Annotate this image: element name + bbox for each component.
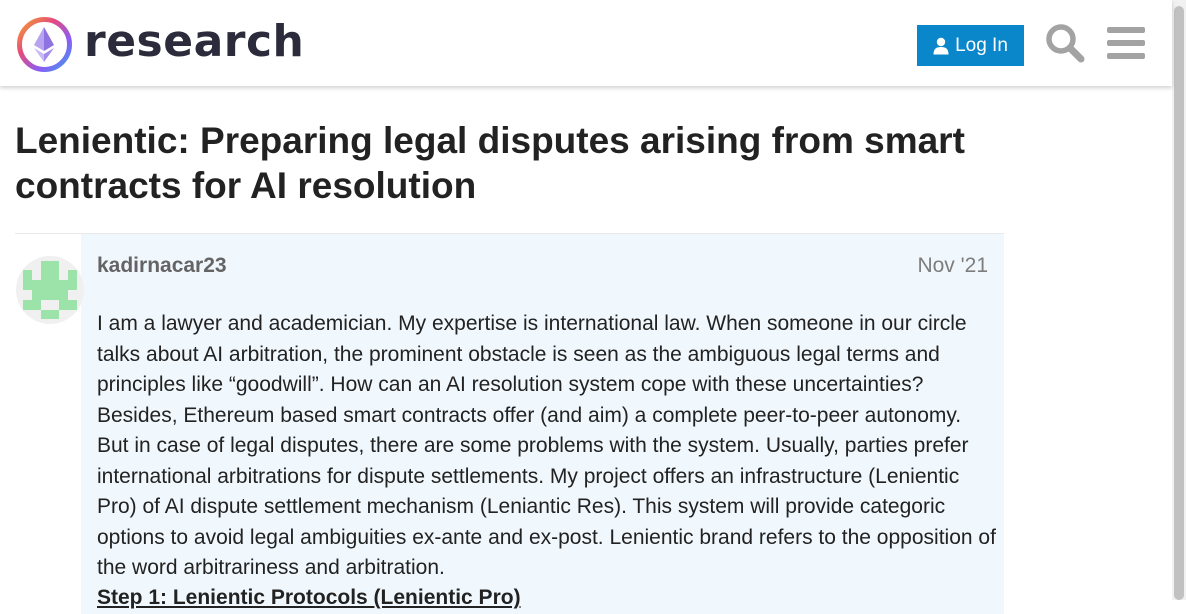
- search-icon[interactable]: [1045, 23, 1085, 63]
- post-date[interactable]: Nov '21: [917, 254, 988, 277]
- site-logo-text[interactable]: research: [84, 16, 305, 67]
- scrollbar-thumb[interactable]: [1174, 6, 1184, 600]
- post-step-heading: Step 1: Lenientic Protocols (Lenientic Pro): [97, 586, 521, 609]
- page-scrollbar[interactable]: [1172, 0, 1186, 600]
- hamburger-menu-icon[interactable]: [1107, 26, 1145, 60]
- login-button[interactable]: [917, 25, 1024, 66]
- post-content: I am a lawyer and academician. My expertise is international law. When someone in our circle talks about AI arbitration, the prominent obstacle is seen as the ambiguous legal terms and principles like “goodwill”. How can an AI resolution system cope with these uncertainties? Besides, Ethereum based smart contracts offer (and aim) a complete peer-to-peer autonomy. But in case of legal disputes, there are some problems with the system. Usually, parties prefer international arbitrations for dispute settlements. My project offers an infrastructure (Lenientic Pro) of AI dispute settlement mechanism (Leniantic Res). This system will provide categoric options to avoid legal ambiguities ex-ante and ex-post. Lenientic brand refers to the opposition of the word arbitrariness and arbitration.: [97, 312, 996, 579]
- ethereum-research-logo-icon: [16, 16, 73, 73]
- user-icon: [933, 37, 949, 55]
- avatar[interactable]: [16, 256, 84, 324]
- topic-title[interactable]: Lenientic: Preparing legal disputes arising from smart contracts for AI resolution: [15, 120, 965, 206]
- post-author-username[interactable]: kadirnacar23: [97, 254, 227, 277]
- login-button-label: Log In: [955, 34, 1008, 56]
- avatar-identicon: [16, 256, 84, 324]
- site-header: [0, 0, 1172, 86]
